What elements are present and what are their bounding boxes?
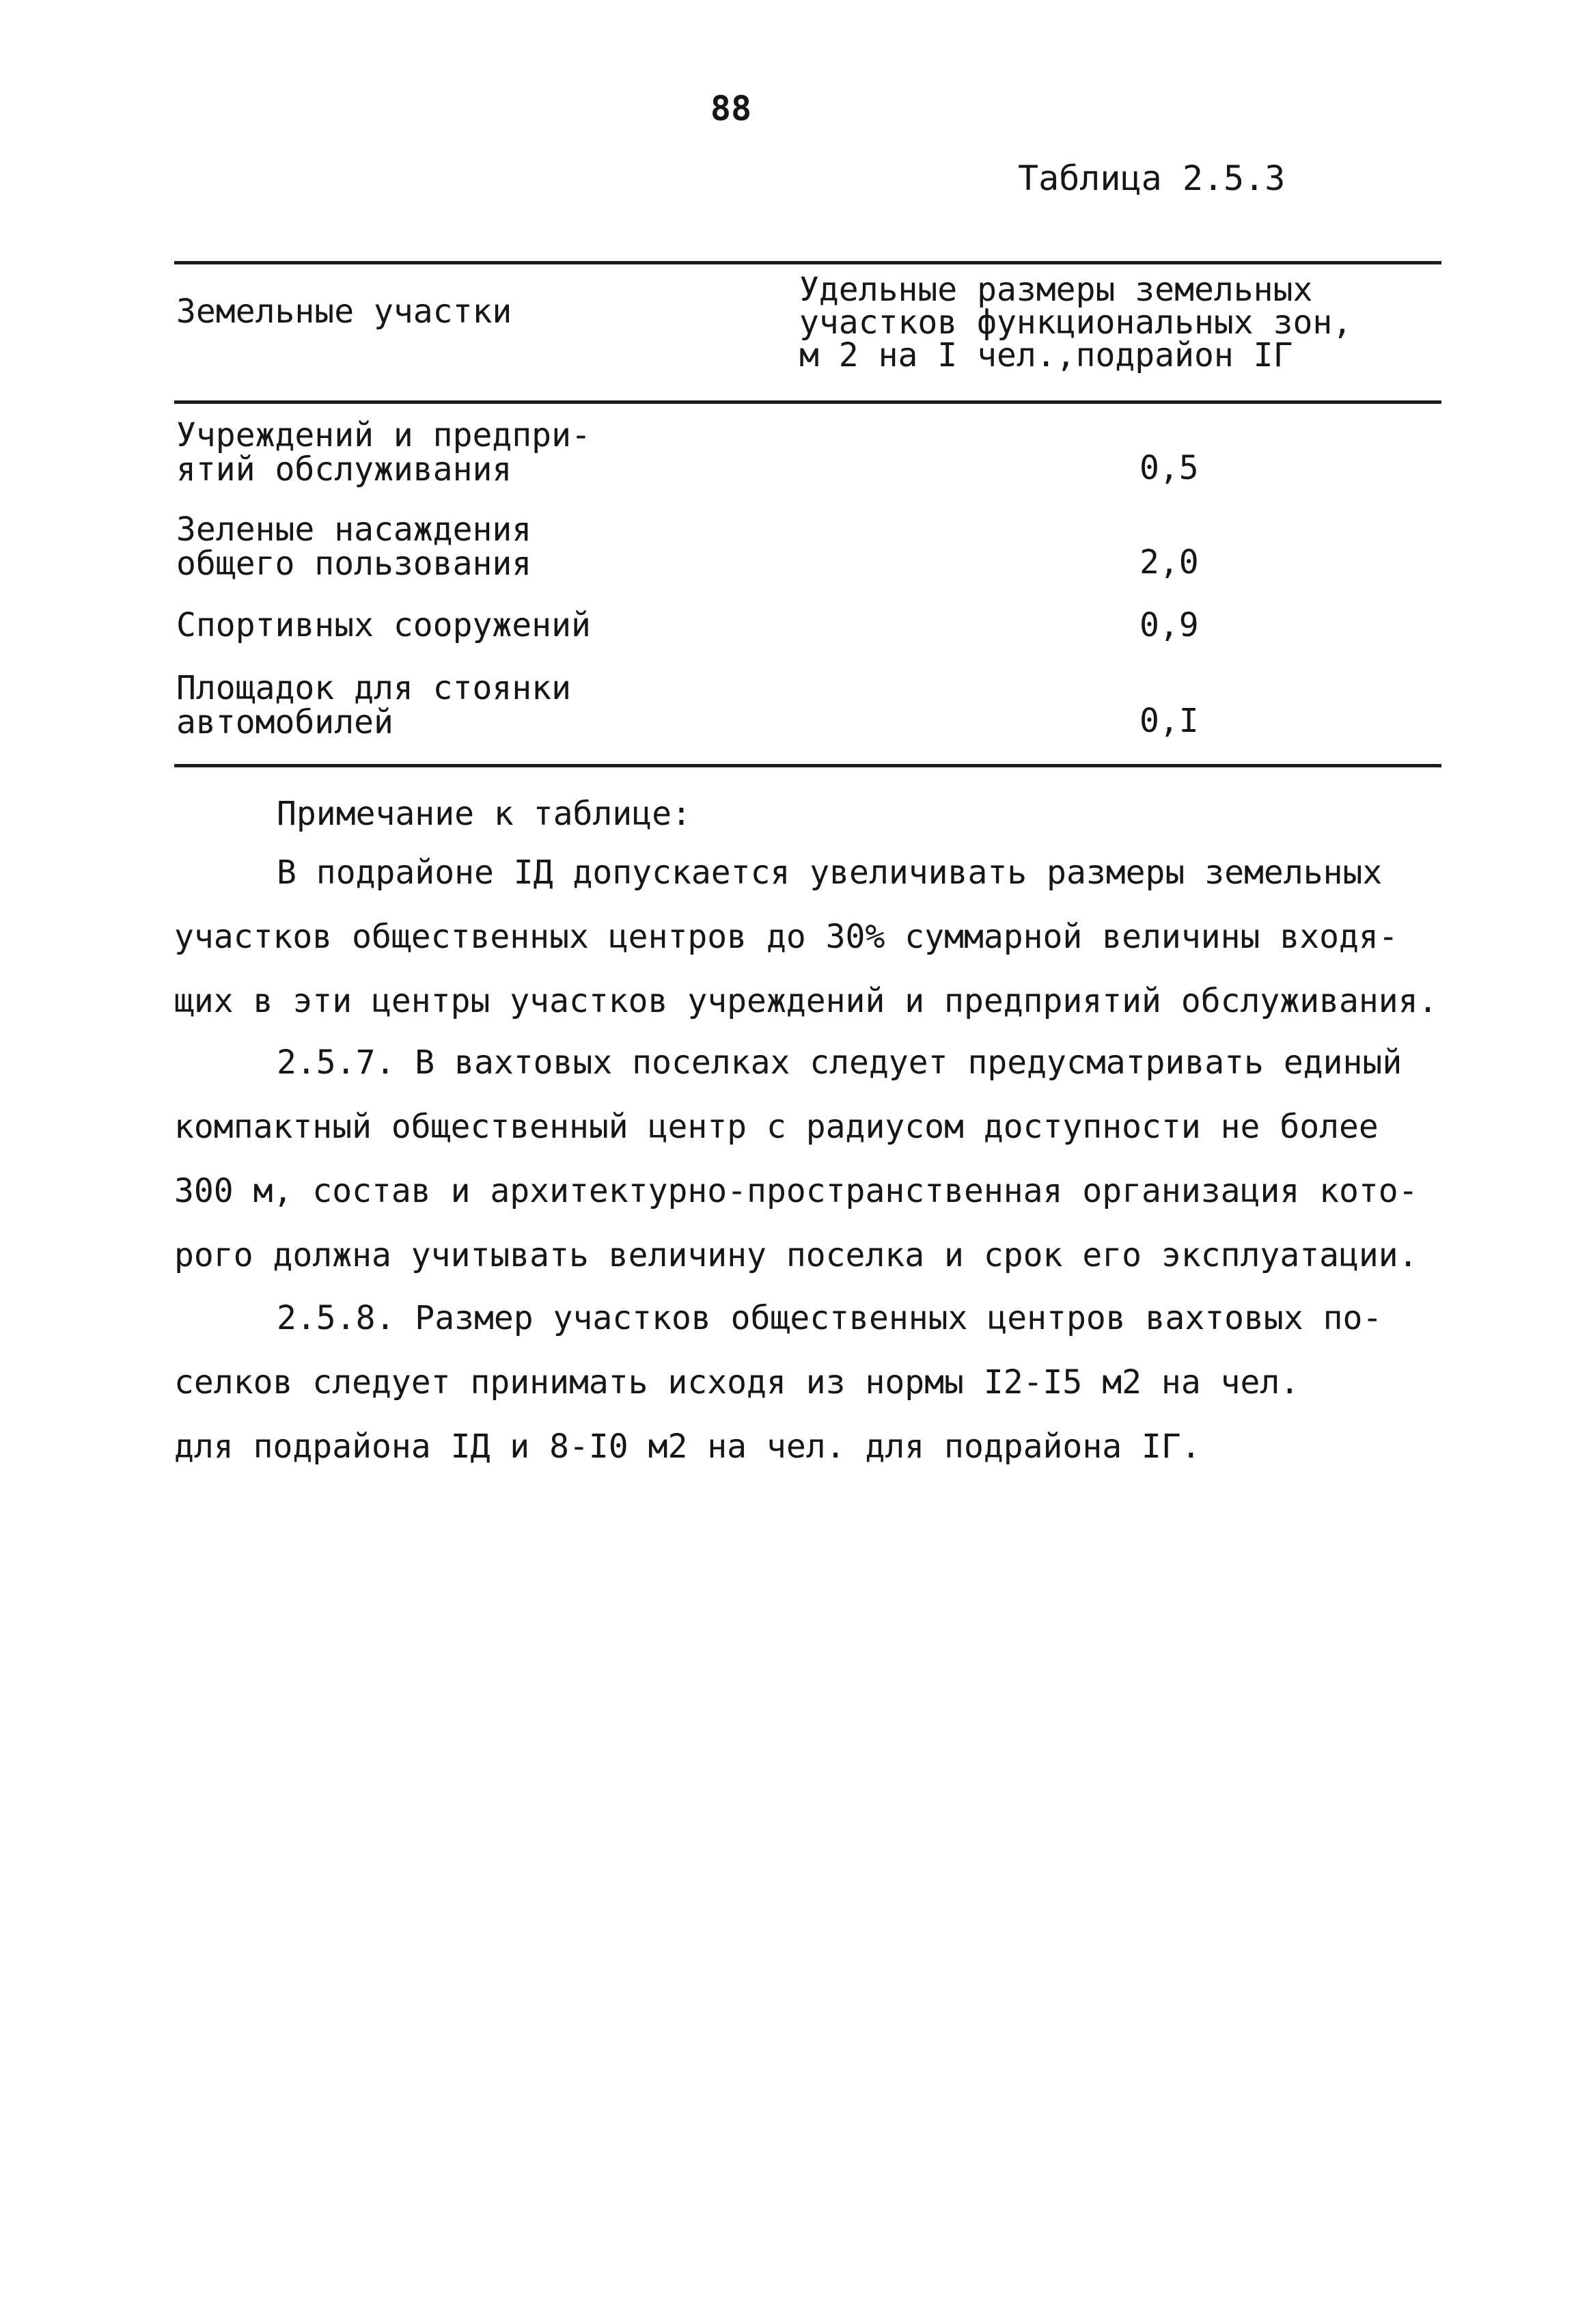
table-caption: Таблица 2.5.3 (1018, 159, 1286, 198)
note-paragraph (174, 840, 1445, 1033)
table-rule-top (174, 261, 1441, 264)
table-rule-bottom (174, 764, 1441, 767)
table-row-value: 0,9 (1139, 606, 1199, 644)
table-row-label: Учреждений и предпри- ятий обслуживания (176, 416, 591, 489)
text-line: рого должна учитывать величину поселка и срок его эксплуатации. (174, 1236, 1418, 1274)
text-line: участков общественных центров до 30% суммарной величины входя- (174, 918, 1398, 956)
column-header-land-plots: Земельные участки (176, 292, 512, 331)
text-line: селков следует принимать исходя из нормы I2-I5 м2 на чел. (174, 1363, 1300, 1402)
section-2-5-8 (174, 1286, 1445, 1479)
text-line: щих в эти центры участков учреждений и предприятий обслуживания. (174, 982, 1438, 1020)
table-row-value: 0,5 (1139, 449, 1199, 487)
text-line: компактный общественный центр с радиусом доступности не более (174, 1108, 1379, 1146)
text-line: 2.5.7. В вахтовых поселках следует предусматривать единый (277, 1043, 1403, 1082)
table-row-label: Площадок для стоянки автомобилей (176, 669, 571, 741)
text-line: В подрайоне IД допускается увеличивать размеры земельных (277, 853, 1383, 892)
section-2-5-7 (174, 1030, 1445, 1287)
page-number: 88 (710, 89, 752, 128)
text-line: для подрайона IД и 8-I0 м2 на чел. для подрайона IГ. (174, 1427, 1201, 1466)
table-row-label: Зеленые насаждения общего пользования (176, 510, 532, 583)
table-row-value: 0,I (1139, 702, 1199, 740)
note-title: Примечание к таблице: (277, 795, 691, 833)
text-line: 300 м, состав и архитектурно-пространственная организация кото- (174, 1172, 1418, 1210)
table-rule-header (174, 400, 1441, 404)
table-row-label: Спортивных сооружений (176, 606, 591, 644)
column-header-specific-sizes: Удельные размеры земельных участков функциональных зон, м 2 на I чел.,подрайон IГ (799, 271, 1353, 374)
table-row-value: 2,0 (1139, 543, 1199, 582)
text-line: 2.5.8. Размер участков общественных центров вахтовых по- (277, 1299, 1383, 1337)
